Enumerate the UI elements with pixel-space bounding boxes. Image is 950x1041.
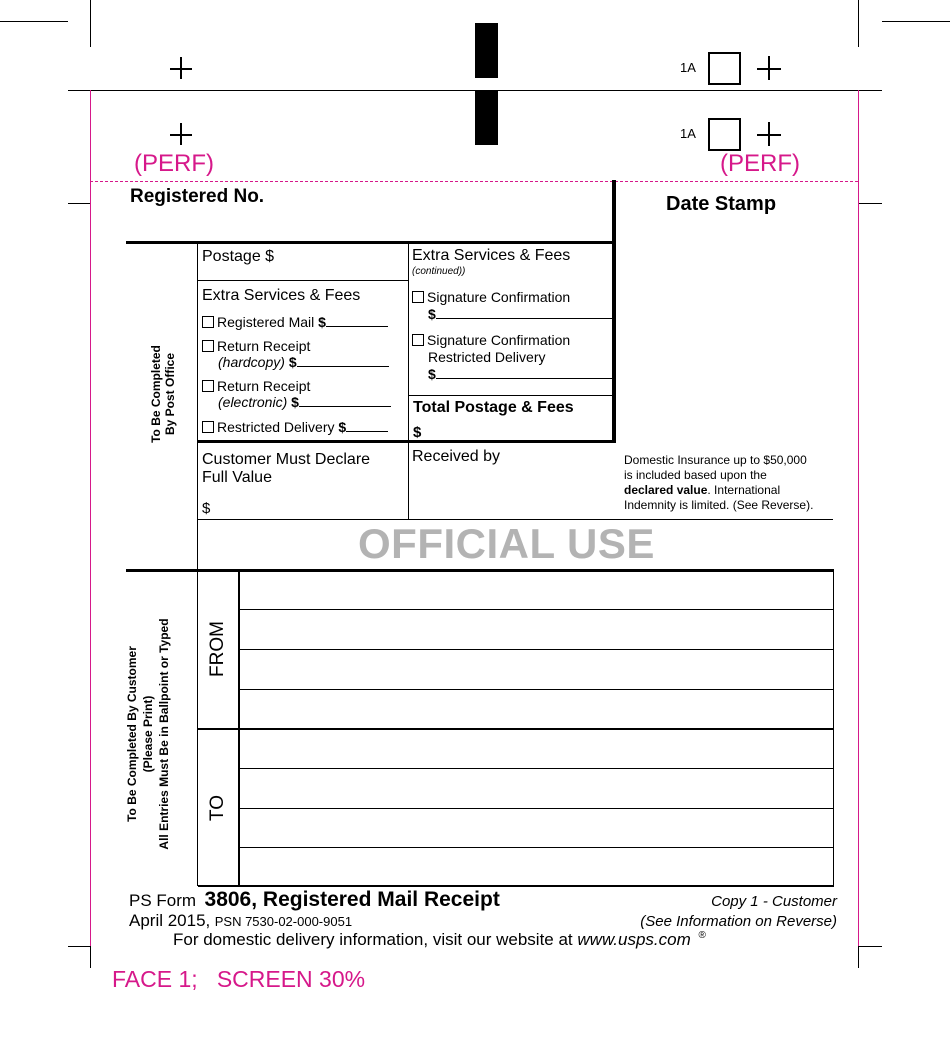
magenta-edge [858, 90, 859, 946]
column-rule [408, 243, 409, 519]
from-entry-line[interactable] [239, 689, 833, 690]
declare-value-dollar: $ [202, 500, 211, 517]
crop-mark [0, 21, 68, 22]
customer-section-bottom-rule [198, 885, 834, 887]
see-info-label: (See Information on Reverse) [640, 913, 837, 930]
box-1a [708, 118, 741, 151]
checkbox[interactable] [412, 334, 424, 346]
to-label: TO [207, 794, 228, 822]
checkbox[interactable] [202, 421, 214, 433]
crop-mark [90, 0, 91, 47]
footer-form-line: PS Form 3806, Registered Mail Receipt [129, 888, 500, 911]
date-stamp-label: Date Stamp [666, 193, 777, 215]
customer-side-label: To Be Completed By Customer (Please Print) All Entries Must Be in Ballpoint or Typed [125, 618, 171, 850]
customer-section-top-rule [126, 569, 834, 572]
to-entry-line[interactable] [239, 808, 833, 809]
official-use-label: OFFICIAL USE [358, 520, 655, 567]
crop-mark [882, 21, 950, 22]
black-registration-bar [475, 91, 498, 145]
perf-label: (PERF) [134, 150, 214, 177]
row-rule [408, 395, 614, 396]
perforation-line [90, 181, 858, 182]
box-1a [708, 52, 741, 85]
print-note: FACE 1; SCREEN 30% [112, 966, 366, 992]
received-by-label: Received by [412, 448, 501, 465]
checkbox[interactable] [412, 291, 424, 303]
crop-mark [858, 946, 882, 947]
from-entry-line[interactable] [239, 609, 833, 610]
section-rule [126, 241, 616, 244]
post-office-side-label: To Be Completed By Post Office [149, 345, 177, 443]
box-1a-label: 1A [680, 60, 696, 75]
black-registration-bar [475, 23, 498, 78]
from-entry-line[interactable] [239, 649, 833, 650]
crop-mark [858, 0, 859, 47]
service-registered-mail[interactable]: Registered Mail $ [202, 314, 388, 330]
insurance-note: Domestic Insurance up to $50,000 is included based upon the declared value. International Indemnity is limited. (See Reverse). [624, 453, 814, 512]
section-rule [197, 243, 198, 569]
crop-mark [858, 203, 882, 204]
crop-mark [858, 946, 859, 968]
to-entry-line[interactable] [239, 768, 833, 769]
website-link[interactable]: www.usps.com [577, 930, 691, 949]
registration-cross [768, 122, 770, 146]
checkbox[interactable] [202, 340, 214, 352]
service-signature-confirmation[interactable]: Signature Confirmation $ [412, 289, 614, 323]
service-return-receipt-hardcopy[interactable]: Return Receipt (hardcopy) $ [202, 338, 389, 370]
copy-label: Copy 1 - Customer [711, 893, 837, 910]
continued-note: (continued)) [412, 266, 466, 277]
from-label: FROM [207, 621, 228, 677]
total-postage-label: Total Postage & Fees [413, 399, 574, 416]
row-rule [198, 280, 408, 281]
declare-value-label: Customer Must Declare Full Value [202, 451, 371, 486]
extra-services-continued-title: Extra Services & Fees [412, 247, 571, 264]
crop-mark [68, 946, 90, 947]
magenta-edge [90, 90, 91, 946]
website-line: For domestic delivery information, visit our website at www.usps.com ® [173, 930, 706, 949]
service-return-receipt-electronic[interactable]: Return Receipt (electronic) $ [202, 378, 391, 410]
registration-cross [180, 57, 182, 79]
postage-label: Postage $ [202, 248, 275, 265]
crop-mark [68, 203, 90, 204]
row-rule [198, 440, 616, 443]
registration-cross [768, 56, 770, 80]
service-restricted-delivery[interactable]: Restricted Delivery $ [202, 419, 388, 435]
crop-mark [90, 946, 91, 968]
perf-label: (PERF) [720, 150, 800, 177]
registration-cross [180, 123, 182, 145]
checkbox[interactable] [202, 380, 214, 392]
extra-services-title: Extra Services & Fees [202, 287, 361, 304]
service-signature-confirmation-restricted[interactable]: Signature Confirmation Restricted Delivery $ [412, 332, 614, 383]
box-1a-label: 1A [680, 126, 696, 141]
registered-no-label: Registered No. [130, 186, 265, 207]
footer-date-line: April 2015, PSN 7530-02-000-9051 [129, 911, 353, 930]
to-entry-line[interactable] [239, 847, 833, 848]
checkbox[interactable] [202, 316, 214, 328]
from-to-divider [198, 728, 834, 730]
total-postage-dollar: $ [413, 424, 422, 441]
